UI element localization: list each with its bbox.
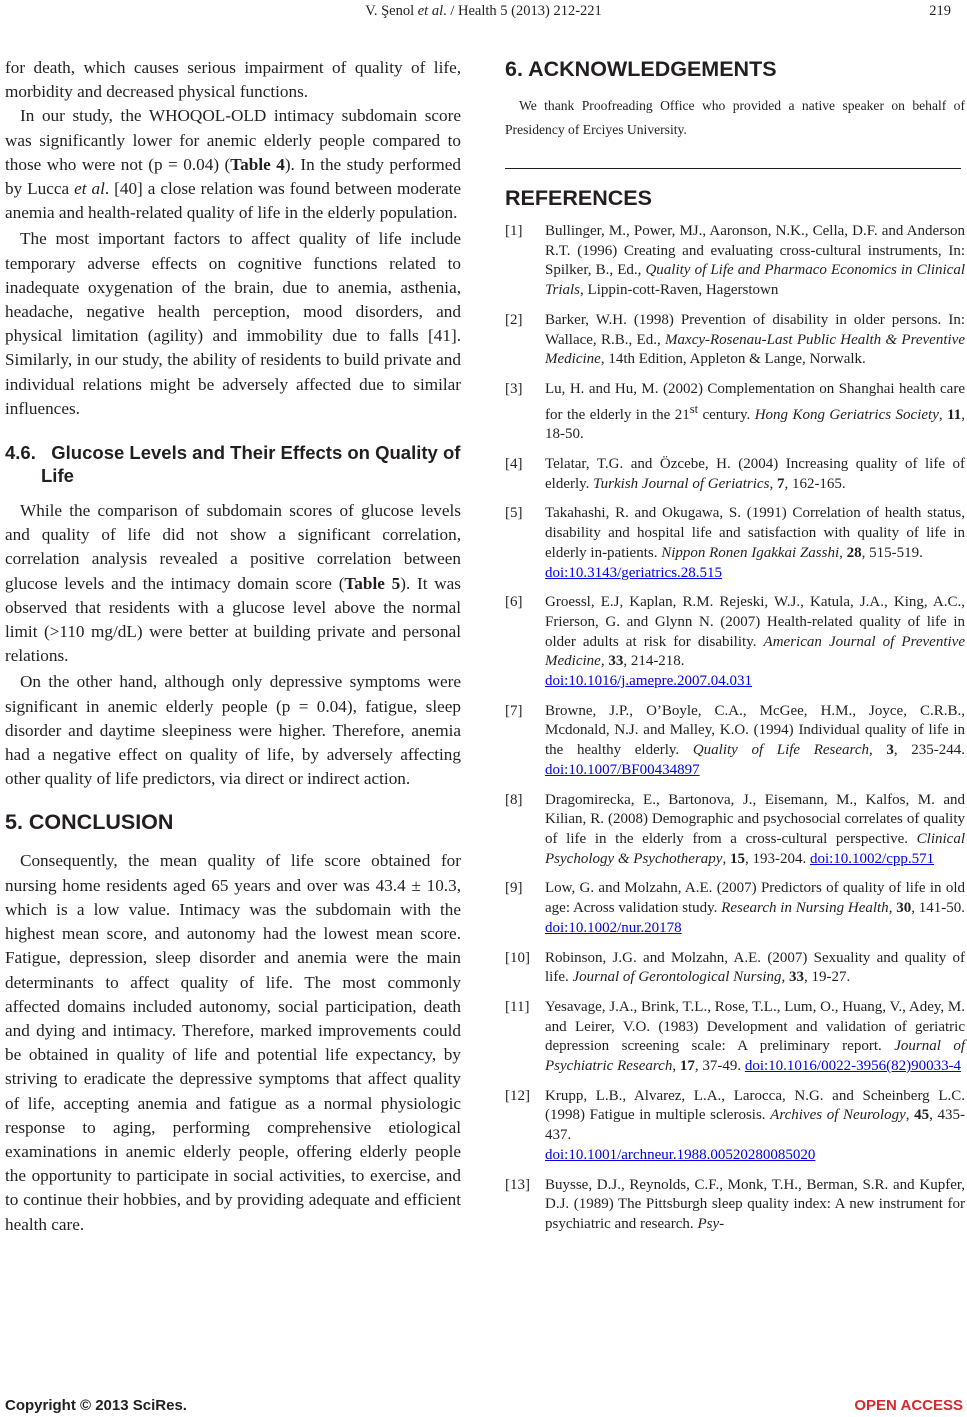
acknowledgements-text: We thank Proofreading Office who provided a native speaker on behalf of Presidency of Erciyes University. (505, 98, 965, 137)
reference-volume: 45 (914, 1107, 930, 1124)
reference-text: , (600, 653, 609, 670)
reference-text: , Lippin-cott-Raven, Hagerstown (580, 282, 779, 299)
reference-number: [12] (505, 1087, 530, 1104)
reference-item (505, 702, 965, 781)
reference-authors: Low, G. and Molzahn, A.E. (2007) Predictors of quality of life in old age: Across validation study. (545, 880, 965, 917)
reference-number: [9] (505, 880, 523, 897)
reference-authors: Bullinger, M., Power, MJ., Aaronson, N.K., Cella, D.F. and Anderson R.T. (1996) Creating and evaluating cross-cultural instruments, In: Spilker, B., Ed., (545, 223, 965, 279)
reference-pages: , 193-204. (744, 850, 810, 867)
doi-link[interactable]: doi:10.1002/nur.20178 (545, 919, 682, 936)
reference-item (505, 455, 965, 494)
reference-authors: Groessl, E.J, Kaplan, R.M. Rejeski, W.J., Katula, J.A., King, A.C., Frierson, G. and Glynn N. (2007) Health-related quality of life in older adults at risk for disability. (545, 594, 965, 650)
paragraph-1: for death, which causes serious impairment of quality of life, morbidity and decreased physical functions. (5, 58, 461, 102)
reference-authors: Dragomirecka, E., Bartonova, J., Eisemann, M., Kalfos, M. and Kilian, R. (2008) Demographic and psychosocial correlates of quality of life in the elderly from a cross-cultural perspective. (545, 791, 965, 847)
conclusion-heading: 5. CONCLUSION (5, 810, 174, 835)
reference-volume: 15 (729, 850, 745, 867)
reference-number: [4] (505, 456, 523, 473)
references-heading: REFERENCES (505, 186, 652, 210)
right-column (505, 56, 965, 1235)
reference-item (505, 380, 965, 445)
reference-source: American Journal of Preventive Medicine (545, 633, 965, 670)
reference-number: [11] (505, 998, 530, 1015)
reference-pages: , 19-27. (804, 969, 851, 986)
section-divider (505, 168, 961, 169)
reference-volume: 7 (776, 475, 785, 492)
reference-text: , (938, 406, 948, 423)
page-number: 219 (929, 3, 951, 19)
reference-text: , 14th Edition, Appleton & Lange, Norwalk. (600, 351, 866, 368)
doi-link[interactable]: doi:10.1016/j.amepre.2007.04.031 (545, 673, 753, 690)
reference-number: [1] (505, 223, 523, 239)
reference-number: [7] (505, 702, 523, 719)
reference-source: Journal of Psychiatric Research (545, 1038, 965, 1075)
running-header (0, 3, 967, 25)
reference-source: Psy- (697, 1215, 725, 1232)
reference-pages: , 435-437. (545, 1107, 966, 1144)
paragraph-2: In our study, the WHOQOL-OLD intimacy subdomain score was significantly lower for anemic elderly people compared to those who were not (p = 0.04) (Table 4). In the study performed by Lucca et al. [40] a close relation was found between moderate anemia and health-related quality of life in the elderly population. (5, 106, 461, 223)
doi-link[interactable]: doi:10.1007/BF00434897 (545, 761, 700, 778)
reference-item (505, 791, 965, 870)
reference-text: , (905, 1107, 915, 1124)
reference-volume: 33 (789, 969, 805, 986)
paragraph-4: While the comparison of subdomain scores of glucose levels and quality of life did not show a significant correlation, correlation analysis revealed a positive correlation between glucose levels and the intimacy domain score (Table 5). It was observed that residents with a glucose level above the normal limit (>110 mg/dL) were better at building private and personal relations. (5, 501, 461, 666)
table-5-reference[interactable]: Table 5 (344, 573, 401, 593)
reference-text: , (672, 1058, 680, 1075)
reference-source: Quality of Life Research (692, 742, 869, 759)
reference-pages: , 515-519. (861, 544, 923, 561)
doi-link[interactable]: doi:10.3143/geriatrics.28.515 (545, 564, 723, 581)
reference-item (505, 504, 965, 583)
copyright-footer: Copyright © 2013 SciRes. (5, 1397, 187, 1414)
reference-number: [2] (505, 311, 523, 328)
reference-pages: , 235-244. (893, 742, 966, 759)
reference-authors: Buysse, D.J., Reynolds, C.F., Monk, T.H., Berman, S.R. and Kupfer, D.J. (1989) The Pittsburgh sleep quality index: A new instrument for psychiatric and research. (545, 1176, 965, 1232)
reference-item (505, 593, 965, 692)
reference-pages: , 214-218. (623, 653, 685, 670)
reference-item (505, 998, 965, 1077)
reference-authors: Robinson, J.G. and Molzahn, A.E. (2007) Sexuality and quality of life. (545, 949, 965, 986)
reference-source: Clinical Psychology & Psychotherapy (545, 830, 965, 867)
reference-authors: Yesavage, J.A., Brink, T.L., Rose, T.L., Lum, O., Huang, V., Adey, M. and Leirer, V.O. (1983) Development and validation of geriatric depression screening scale: A preliminary report. (545, 998, 965, 1055)
reference-volume: 3 (886, 742, 894, 759)
header-et-al: et al (417, 3, 444, 19)
reference-volume: 33 (608, 653, 624, 670)
reference-text: century. (698, 406, 755, 423)
reference-source: Nippon Ronen Igakkai Zasshi (661, 544, 840, 561)
reference-item (505, 222, 965, 301)
reference-item (505, 1176, 965, 1235)
table-4-reference[interactable]: Table 4 (230, 154, 285, 174)
left-column (5, 56, 461, 1237)
reference-text: , (868, 742, 887, 759)
reference-text: , (839, 544, 847, 561)
reference-authors: Takahashi, R. and Okugawa, S. (1991) Correlation of health status, disability and hospital life and satisfaction with quality of life in elderly in-patients. (545, 505, 965, 561)
reference-number: [10] (505, 949, 530, 966)
reference-text: , (781, 969, 790, 986)
reference-superscript: st (689, 401, 699, 416)
paragraph-5: On the other hand, although only depressive symptoms were significant in anemic elderly people (p = 0.04), fatigue, sleep disorder and daytime sleepiness were higher. Therefore, anemia had a negative effect on quality of life, by adversely affecting other quality of life predictors, via direct or indirect action. (5, 672, 461, 789)
reference-number: [3] (505, 380, 523, 397)
reference-source: Turkish Journal of Geriatrics (593, 475, 770, 492)
paragraph-6: Consequently, the mean quality of life score obtained for nursing home residents aged 65 years and over was 43.4 ± 10.3, which is a low value. Intimacy was the subdomain with the highest mean score, and autonomy had the lowest mean score. Fatigue, depression, sleep disorder and anemia were the main determinants to affect quality of life. The most commonly affected domains included autonomy, social participation, death and dying and intimacy. Therefore, marked improvements could be obtained in quality of life and potential life expectancy, by striving to eradicate the depressive symptoms that affect quality of life, accepting anemia and fatigue as a normal physiologic response to aging, performing comprehensive etiological examinations in anemic elderly people, offering elderly people the opportunity to participate in social activities, to exercise, and to continue their hobbies, and by providing adequate and efficient health care. (5, 851, 461, 1234)
reference-volume: 11 (947, 406, 962, 423)
reference-item (505, 879, 965, 938)
reference-source: Archives of Neurology (770, 1107, 906, 1124)
reference-source: Journal of Gerontological Nursing (572, 969, 782, 986)
reference-pages: , 37-49. (694, 1058, 745, 1075)
header-journal: . / Health 5 (2013) 212-221 (443, 3, 602, 19)
reference-source: Quality of Life and Pharmaco Economics in Clinical Trials (545, 262, 965, 299)
doi-link[interactable]: doi:10.1001/archneur.1988.00520280085020 (545, 1146, 816, 1163)
reference-authors: Telatar, T.G. and Özcebe, H. (2004) Increasing quality of life of elderly. (545, 456, 965, 492)
doi-link[interactable]: doi:10.1002/cpp.571 (809, 850, 935, 867)
running-header-citation (0, 3, 967, 20)
acknowledgements-heading: 6. ACKNOWLEDGEMENTS (505, 57, 777, 81)
reference-volume: 17 (679, 1058, 695, 1075)
header-author: V. Şenol (365, 3, 418, 19)
reference-number: [6] (505, 594, 523, 611)
reference-text: , (769, 475, 777, 492)
reference-pages: , 162-165. (784, 475, 846, 492)
reference-authors: Krupp, L.B., Alvarez, L.A., Larocca, N.G. and Scheinberg L.C. (1998) Fatigue in multiple sclerosis. (545, 1087, 965, 1124)
reference-authors: Barker, W.H. (1998) Prevention of disability in older persons. In: Wallace, R.B., Ed., (545, 311, 965, 348)
doi-link[interactable]: doi:10.1016/0022-3956(82)90033-4 (744, 1058, 962, 1075)
reference-text: , (722, 850, 730, 867)
reference-number: [5] (505, 505, 523, 522)
reference-list (505, 222, 965, 1235)
reference-pages: , 141-50. (911, 900, 966, 917)
reference-item (505, 949, 965, 988)
reference-item (505, 1087, 965, 1166)
reference-volume: 30 (896, 900, 912, 917)
reference-item (505, 311, 965, 370)
paragraph-3: The most important factors to affect quality of life include temporary adverse effects on cognitive functions related to inadequate oxygenation of the brain, due to anemia, asthenia, headache, negative health perception, mood disorders, and physical limitation (agility) and immobility due to falls [41]. Similarly, in our study, the ability of residents to build private and individual relations might be adversely affected due to similar influences. (5, 229, 461, 418)
reference-source: Research in Nursing Health (721, 900, 889, 917)
reference-source: Hong Kong Geriatrics Society (754, 406, 939, 423)
reference-number: [13] (505, 1176, 530, 1193)
reference-authors: Lu, H. and Hu, M. (2002) Complementation on Shanghai health care for the elderly in the 21 (545, 380, 965, 423)
reference-volume: 28 (846, 544, 862, 561)
reference-number: [8] (505, 791, 523, 808)
subsection-heading-4-6: 4.6. Glucose Levels and Their Effects on Quality of Life (5, 442, 461, 487)
reference-authors: Browne, J.P., O’Boyle, C.A., McGee, H.M., Joyce, C.R.B., Mcdonald, N.J. and Malley, K.O. (1994) Individual quality of life in the healthy elderly. (545, 702, 965, 759)
reference-text: , (888, 900, 897, 917)
reference-pages: , 18-50. (545, 406, 965, 443)
reference-source: Maxcy-Rosenau-Last Public Health & Preventive Medicine (545, 331, 965, 368)
open-access-badge: OPEN ACCESS (854, 1397, 963, 1414)
